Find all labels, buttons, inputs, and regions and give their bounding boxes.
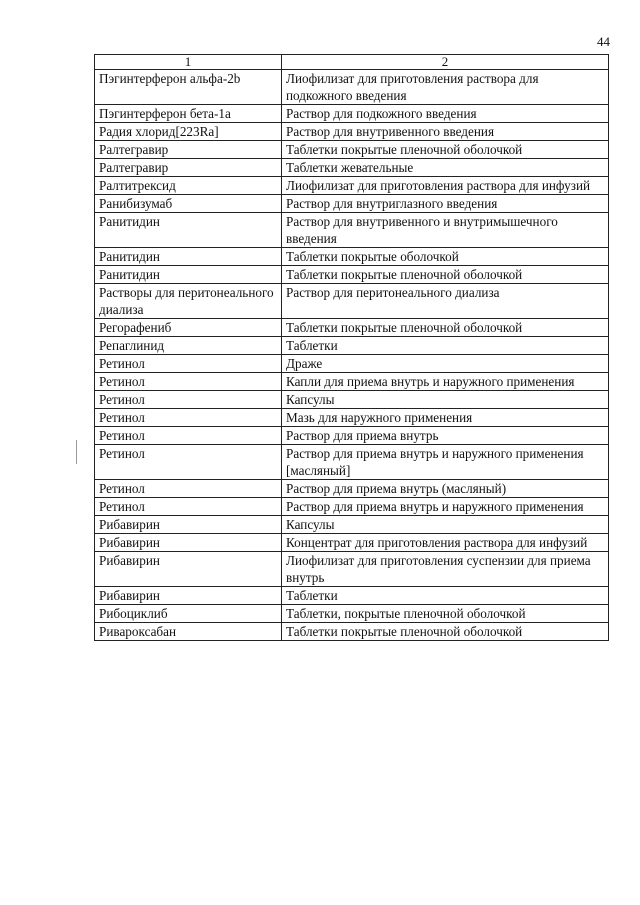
table-row xyxy=(95,70,609,105)
column-header-1: 1 xyxy=(95,55,282,70)
dosage-form-cell: Раствор для приема внутрь и наружного применения xyxy=(282,498,609,516)
dosage-form-cell: Таблетки покрытые пленочной оболочкой xyxy=(282,266,609,284)
table-row xyxy=(95,284,609,319)
dosage-form-cell: Таблетки жевательные xyxy=(282,159,609,177)
dosage-form-cell: Таблетки xyxy=(282,337,609,355)
drug-name-cell: Ретинол xyxy=(95,373,282,391)
dosage-form-cell: Раствор для внутривенного введения xyxy=(282,123,609,141)
dosage-form-cell: Раствор для внутриглазного введения xyxy=(282,195,609,213)
drug-name-cell: Ралтитрексид xyxy=(95,177,282,195)
table-row xyxy=(95,266,609,284)
drug-name-cell: Ретинол xyxy=(95,498,282,516)
drug-name-cell: Ралтегравир xyxy=(95,159,282,177)
table-body xyxy=(95,70,609,641)
dosage-form-cell: Раствор для приема внутрь xyxy=(282,427,609,445)
drug-name-cell: Ранитидин xyxy=(95,266,282,284)
drug-name-cell: Растворы для перитонеального диализа xyxy=(95,284,282,319)
dosage-form-cell: Лиофилизат для приготовления суспензии для приема внутрь xyxy=(282,552,609,587)
table-row xyxy=(95,480,609,498)
drug-name-cell: Рибоциклиб xyxy=(95,605,282,623)
dosage-form-cell: Раствор для подкожного введения xyxy=(282,105,609,123)
table-row xyxy=(95,409,609,427)
drug-name-cell: Ралтегравир xyxy=(95,141,282,159)
table-row xyxy=(95,105,609,123)
drug-name-cell: Ранибизумаб xyxy=(95,195,282,213)
dosage-form-cell: Драже xyxy=(282,355,609,373)
dosage-form-cell: Таблетки покрытые пленочной оболочкой xyxy=(282,319,609,337)
page-number: 44 xyxy=(597,34,610,49)
drug-name-cell: Рибавирин xyxy=(95,587,282,605)
table-row xyxy=(95,623,609,641)
drug-name-cell: Ретинол xyxy=(95,409,282,427)
table-row xyxy=(95,355,609,373)
dosage-form-cell: Таблетки, покрытые пленочной оболочкой xyxy=(282,605,609,623)
dosage-form-cell: Капсулы xyxy=(282,391,609,409)
dosage-form-cell: Капсулы xyxy=(282,516,609,534)
table-row xyxy=(95,427,609,445)
drug-name-cell: Радия хлорид[223Ra] xyxy=(95,123,282,141)
drug-name-cell: Ранитидин xyxy=(95,213,282,248)
dosage-form-cell: Раствор для перитонеального диализа xyxy=(282,284,609,319)
table-row xyxy=(95,552,609,587)
dosage-form-cell: Раствор для внутривенного и внутримышечного введения xyxy=(282,213,609,248)
table-row xyxy=(95,248,609,266)
table-header-row xyxy=(95,55,609,70)
table-row xyxy=(95,213,609,248)
drug-name-cell: Рибавирин xyxy=(95,534,282,552)
table-row xyxy=(95,587,609,605)
table-row xyxy=(95,195,609,213)
drug-name-cell: Пэгинтерферон альфа-2b xyxy=(95,70,282,105)
dosage-form-cell: Таблетки xyxy=(282,587,609,605)
table-row xyxy=(95,391,609,409)
drug-name-cell: Ретинол xyxy=(95,445,282,480)
drug-name-cell: Ретинол xyxy=(95,480,282,498)
drug-name-cell: Рибавирин xyxy=(95,552,282,587)
drug-name-cell: Репаглинид xyxy=(95,337,282,355)
drug-name-cell: Регорафениб xyxy=(95,319,282,337)
table-row xyxy=(95,445,609,480)
drug-name-cell: Ретинол xyxy=(95,391,282,409)
dosage-form-cell: Таблетки покрытые пленочной оболочкой xyxy=(282,623,609,641)
table-row xyxy=(95,177,609,195)
dosage-form-cell: Таблетки покрытые оболочкой xyxy=(282,248,609,266)
dosage-form-cell: Таблетки покрытые пленочной оболочкой xyxy=(282,141,609,159)
margin-mark xyxy=(76,440,77,464)
drug-name-cell: Ранитидин xyxy=(95,248,282,266)
dosage-form-cell: Лиофилизат для приготовления раствора для подкожного введения xyxy=(282,70,609,105)
table-row xyxy=(95,141,609,159)
table-row xyxy=(95,605,609,623)
table-row xyxy=(95,498,609,516)
drug-name-cell: Ривароксабан xyxy=(95,623,282,641)
table-row xyxy=(95,516,609,534)
column-header-2: 2 xyxy=(282,55,609,70)
table-row xyxy=(95,373,609,391)
drug-name-cell: Пэгинтерферон бета-1а xyxy=(95,105,282,123)
table-row xyxy=(95,159,609,177)
table-row xyxy=(95,319,609,337)
table-row xyxy=(95,534,609,552)
dosage-form-cell: Капли для приема внутрь и наружного применения xyxy=(282,373,609,391)
drug-table xyxy=(94,54,609,641)
drug-name-cell: Ретинол xyxy=(95,427,282,445)
dosage-form-cell: Мазь для наружного применения xyxy=(282,409,609,427)
table-row xyxy=(95,337,609,355)
dosage-form-cell: Концентрат для приготовления раствора для инфузий xyxy=(282,534,609,552)
dosage-form-cell: Лиофилизат для приготовления раствора для инфузий xyxy=(282,177,609,195)
drug-name-cell: Рибавирин xyxy=(95,516,282,534)
drug-name-cell: Ретинол xyxy=(95,355,282,373)
dosage-form-cell: Раствор для приема внутрь и наружного применения [масляный] xyxy=(282,445,609,480)
dosage-form-cell: Раствор для приема внутрь (масляный) xyxy=(282,480,609,498)
table-row xyxy=(95,123,609,141)
